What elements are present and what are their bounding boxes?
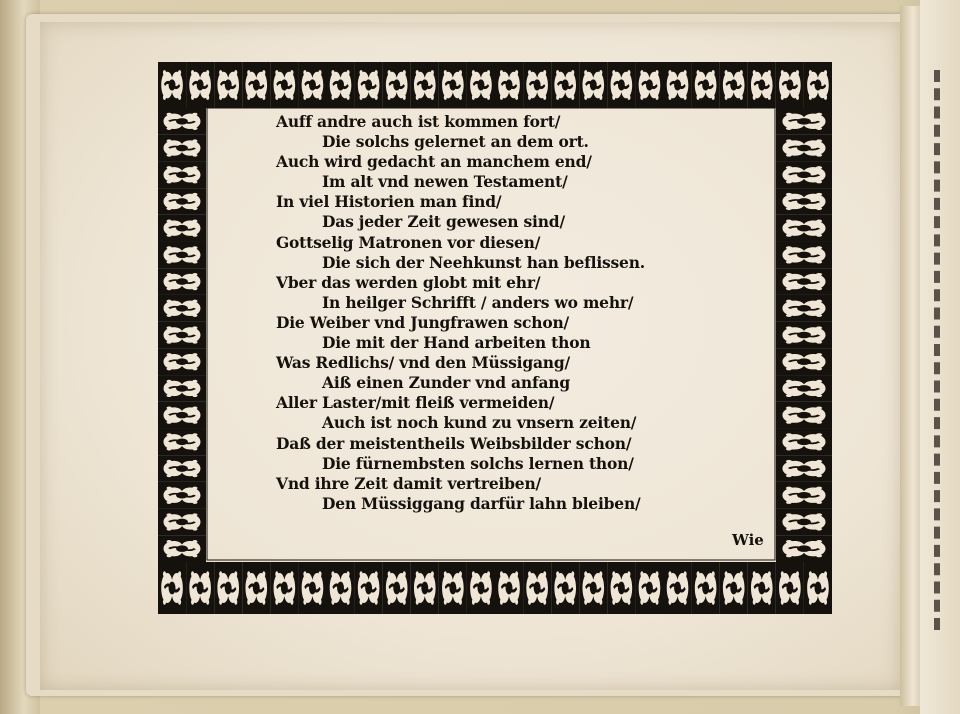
poem-line: Auch wird gedacht an manchem end/: [276, 152, 592, 172]
poem-line: Was Redlichs/ vnd den Müssigang/: [276, 353, 570, 373]
poem-text: [276, 112, 645, 514]
poem-line: In viel Historien man find/: [276, 192, 502, 212]
poem-line: Die Weiber vnd Jungfrawen schon/: [276, 312, 570, 332]
poem-line: In heilger Schrifft / anders wo mehr/: [322, 292, 634, 312]
poem-line: Vber das werden globt mit ehr/: [276, 272, 541, 292]
poem-line: Den Müssiggang darfür lahn bleiben/: [322, 493, 641, 513]
poem-line: Auff andre auch ist kommen fort/: [276, 112, 561, 131]
poem-line: Die solchs gelernet an dem ort.: [322, 132, 589, 152]
catchword: Wie: [732, 531, 764, 549]
poem-line: Daß der meistentheils Weibsbilder schon/: [276, 433, 632, 453]
poem-line: Vnd ihre Zeit damit vertreiben/: [276, 473, 541, 493]
poem-line: Aiß einen Zunder vnd anfang: [322, 373, 570, 393]
poem-line: Auch ist noch kund zu vnsern zeiten/: [322, 413, 637, 433]
poem-line: Im alt vnd newen Testament/: [322, 172, 568, 192]
poem-line: Die mit der Hand arbeiten thon: [322, 333, 591, 353]
poem-line: Gottselig Matronen vor diesen/: [276, 232, 541, 252]
poem-line: Aller Laster/mit fleiß vermeiden/: [276, 393, 555, 413]
poem-line: Die sich der Neehkunst han beflissen.: [322, 252, 645, 272]
poem-line: Die fürnembsten solchs lernen thon/: [322, 453, 634, 473]
poem-line: Das jeder Zeit gewesen sind/: [322, 212, 565, 232]
